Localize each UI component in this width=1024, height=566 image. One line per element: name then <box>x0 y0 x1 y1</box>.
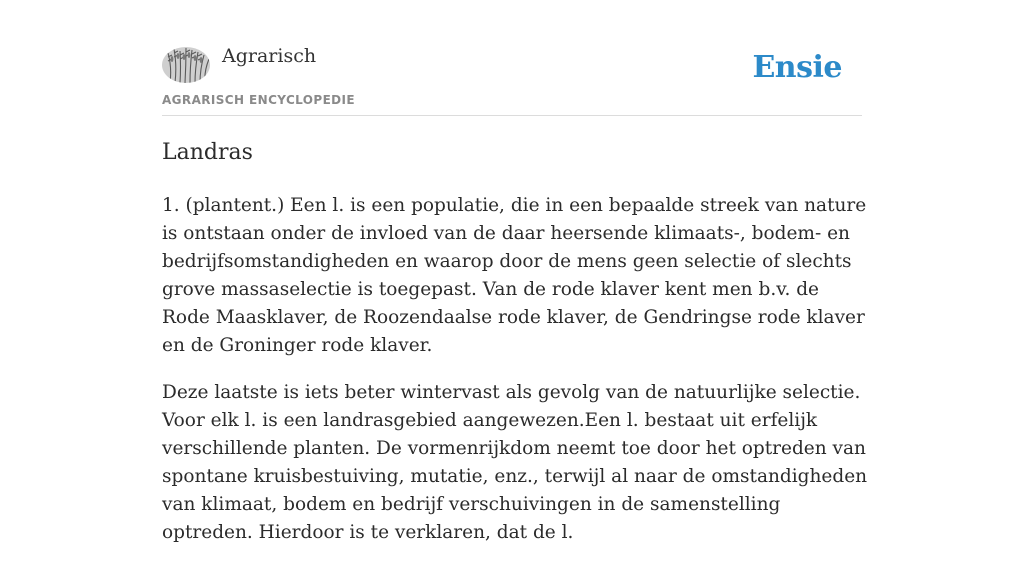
article-paragraph: Deze laatste is iets beter wintervast als gevolg van de natuurlijke selectie. Voor elk l. is een landrasgebied aangewezen.Een l. bestaat uit erfelijk verschillende planten. De vormenrijkdom neemt toe door het optreden van spontane kruisbestuiving, mutatie, enz., terwijl al naar de omstandigheden van klimaat, bodem en bedrijf verschuivingen in de samenstelling optreden. Hierdoor is te verklaren, dat de l. <box>162 382 868 543</box>
wheat-logo-icon[interactable] <box>162 47 210 83</box>
article-body <box>162 192 868 566</box>
ensie-brand-logo[interactable]: Ensie <box>752 50 842 85</box>
source-subtitle: AGRARISCH ENCYCLOPEDIE <box>162 93 355 107</box>
article-title: Landras <box>162 140 253 165</box>
site-header <box>162 0 862 116</box>
source-name[interactable]: Agrarisch <box>222 45 317 67</box>
article-paragraph: 1. (plantent.) Een l. is een populatie, die in een bepaalde streek van nature is ontstaan onder de invloed van de daar heersende klimaats-, bodem- en bedrijfsomstandigheden en waarop door de mens geen selectie of slechts grove massaselectie is toegepast. Van de rode klaver kent men b.v. de Rode Maasklaver, de Roozendaalse rode klaver, de Gendringse rode klaver en de Groninger rode klaver. <box>162 195 867 356</box>
